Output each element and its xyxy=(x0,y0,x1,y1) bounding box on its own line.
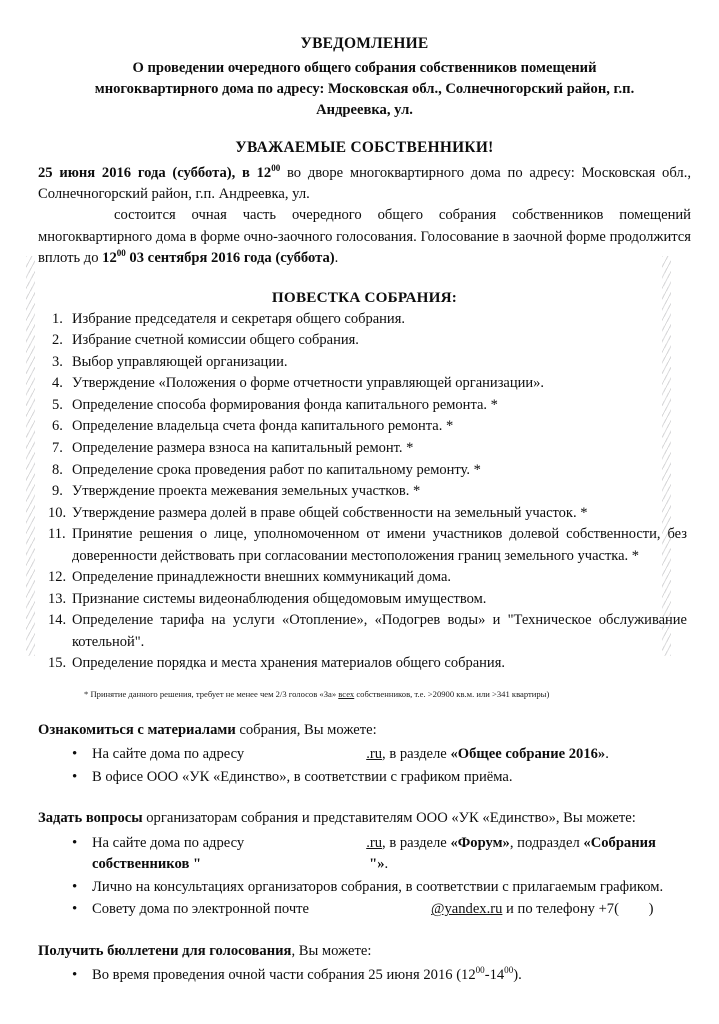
meeting-address: Московская обл., Солнечногорский район, г.п. Андреевка, ул. xyxy=(38,164,691,203)
website-link[interactable]: .ru xyxy=(366,746,383,763)
bullet-text-post: ). xyxy=(513,967,522,984)
agenda-item: Принятие решения о лице, уполномоченном от имени участников долевой собственности, без доверенности действовать при согласовании местоположения границ земельного участка. * xyxy=(72,526,687,564)
bullet-text: На сайте дома по адресу xyxy=(92,746,245,763)
meeting-time-superscript: 00 xyxy=(271,162,281,173)
intro-paragraph-2-end: . xyxy=(334,250,339,267)
bullet-text: На сайте дома по адресу xyxy=(92,834,245,851)
meeting-datetime-text: 25 июня 2016 года (суббота), в 12 xyxy=(38,164,272,181)
section-questions-lead xyxy=(38,808,691,829)
section-materials-lead-rest: собрания, Вы можете: xyxy=(235,722,377,738)
intro-paragraph-1 xyxy=(38,163,691,206)
meeting-datetime xyxy=(38,162,281,181)
document-subtitle xyxy=(59,58,671,120)
agenda-item: Определение принадлежности внешних коммуникаций дома. xyxy=(72,569,452,586)
section-questions xyxy=(38,808,691,921)
footnote-suffix: собственников, т.е. >20900 кв.м. или >341 квартиры) xyxy=(354,688,550,699)
bullet-text: Во время проведения очной части собрания 25 июня 2016 (12 xyxy=(92,967,476,984)
salutation-heading: УВАЖАЕМЫЕ СОБСТВЕННИКИ! xyxy=(235,138,494,156)
bullet-text: В офисе ООО «УК «Единство», в соответствии с графиком приёма. xyxy=(92,768,513,785)
list-item xyxy=(38,899,691,921)
list-item xyxy=(38,877,691,899)
subtitle-line-3: Андреевка, ул. xyxy=(316,101,413,118)
ballot-start-time-superscript: 00 xyxy=(475,965,485,976)
agenda-item: Определение тарифа на услуги «Отопление», «Подогрев воды» и "Техническое обслуживание котельной". xyxy=(72,612,687,650)
website-section-name: «Общее собрание 2016» xyxy=(450,746,606,763)
agenda-item: Утверждение проекта межевания земельных участков. * xyxy=(72,483,421,500)
subtitle-line-2: многоквартирного дома по адресу: Московская обл., Солнечногорский район, г.п. xyxy=(94,81,635,98)
title-block xyxy=(38,34,691,121)
list-item xyxy=(38,965,691,987)
bullet-text-mid: , в разделе xyxy=(382,746,451,763)
bullet-text-mid: , в разделе xyxy=(382,834,451,851)
section-ballots-lead xyxy=(38,941,691,962)
bullet-text-mid: и по телефону +7( xyxy=(502,901,619,918)
section-ballots-bullets xyxy=(38,965,691,987)
bullet-text-post: . xyxy=(605,746,609,763)
agenda-item: Выбор управляющей организации. xyxy=(72,353,288,370)
bullet-text: Совету дома по электронной почте xyxy=(92,901,310,918)
forum-section-name: «Форум» xyxy=(450,834,510,851)
agenda-item: Определение владельца счета фонда капитального ремонта. * xyxy=(72,418,454,435)
section-ballots-lead-rest: , Вы можете: xyxy=(291,942,372,959)
footnote-prefix: * Принятие данного решения, требует не менее чем 2/3 голосов «За» xyxy=(84,688,339,699)
ballot-end-time-superscript: 00 xyxy=(504,965,514,976)
list-item xyxy=(38,767,691,789)
agenda-footnote xyxy=(38,689,691,700)
agenda-list xyxy=(38,309,691,675)
forum-subsection-close: "» xyxy=(369,856,385,873)
agenda-item: Избрание счетной комиссии общего собрания. xyxy=(72,332,359,349)
bullet-text-mid: -14 xyxy=(484,967,505,984)
section-questions-lead-rest: организаторам собрания и представителям ООО «УК «Единство», Вы можете: xyxy=(142,810,636,827)
section-ballots xyxy=(38,941,691,987)
bullet-text-mid-2: , подраздел xyxy=(509,834,584,851)
section-materials xyxy=(38,720,691,788)
bullet-text-post: ) xyxy=(644,901,654,918)
section-questions-lead-bold: Задать вопросы xyxy=(38,810,143,827)
agenda-item: Утверждение «Положения о форме отчетности управляющей организации». xyxy=(72,375,545,392)
agenda-item: Признание системы видеонаблюдения общедомовым имуществом. xyxy=(72,590,487,607)
forum-subsection-name: «Собрания собственников " xyxy=(92,834,656,873)
agenda-item: Определение порядка и места хранения материалов общего собрания. xyxy=(72,655,505,672)
agenda-item: Определение срока проведения работ по капитальному ремонту. * xyxy=(72,461,481,478)
intro-paragraph-2 xyxy=(38,205,691,269)
section-materials-bullets xyxy=(38,744,691,788)
list-item xyxy=(38,833,691,876)
email-link[interactable]: @yandex.ru xyxy=(431,901,503,918)
voting-deadline-date: 03 сентября 2016 года (суббота) xyxy=(125,250,335,267)
agenda-item: Избрание председателя и секретаря общего собрания. xyxy=(72,310,405,327)
website-link[interactable]: .ru xyxy=(366,834,383,851)
list-item xyxy=(38,744,691,766)
section-materials-lead-bold: Ознакомиться с материалами xyxy=(38,722,236,738)
section-questions-bullets xyxy=(38,833,691,921)
voting-deadline-superscript: 00 xyxy=(116,248,126,259)
section-ballots-lead-bold: Получить бюллетени для голосования xyxy=(38,942,292,959)
intro-after-time: во дворе многоквартирного дома по адресу: xyxy=(280,164,575,181)
intro-paragraph-2-text: состоится очная часть очередного общего собрания собственников помещений многоквартирного дома в форме очно-заочного голосования. Голосование в заочной форме продолжится вплоть до xyxy=(38,207,691,267)
voting-deadline-hour: 12 xyxy=(102,250,117,267)
agenda-heading: ПОВЕСТКА СОБРАНИЯ: xyxy=(271,288,458,306)
section-materials-lead xyxy=(38,720,691,741)
bullet-text-post: . xyxy=(384,856,389,873)
agenda-item: Утверждение размера долей в праве общей собственности на земельный участок. * xyxy=(72,504,588,521)
footnote-emphasis: всех xyxy=(338,688,355,699)
subtitle-line-1: О проведении очередного общего собрания собственников помещений xyxy=(132,60,597,77)
agenda-item: Определение размера взноса на капитальный ремонт. * xyxy=(72,439,414,456)
voting-deadline xyxy=(102,250,334,266)
page-title: УВЕДОМЛЕНИЕ xyxy=(300,35,429,52)
agenda-item: Определение способа формирования фонда капитального ремонта. * xyxy=(72,396,498,413)
bullet-text: Лично на консультациях организаторов собрания, в соответствии с прилагаемым графиком. xyxy=(92,878,664,895)
